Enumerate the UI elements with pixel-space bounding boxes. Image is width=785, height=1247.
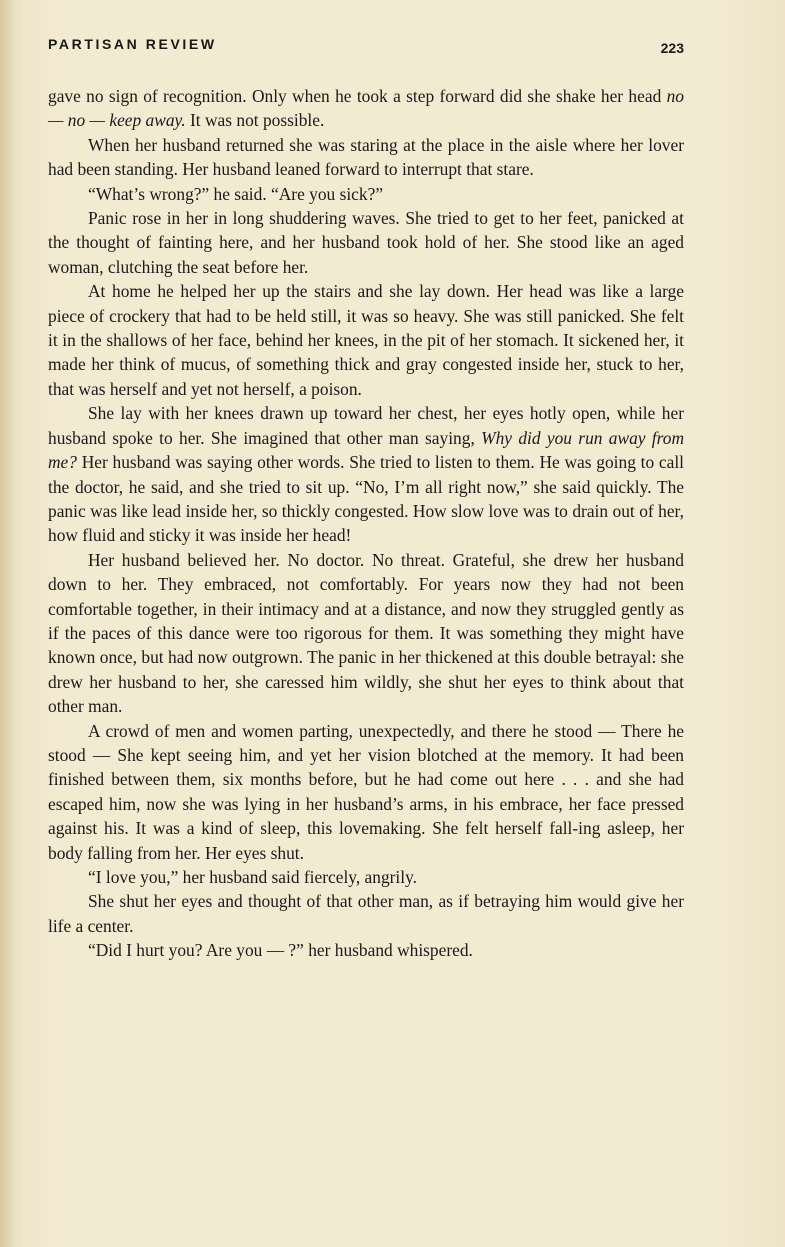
paragraph-1: gave no sign of recognition. Only when he took a step forward did she shake her head no — no — keep away. It was not possible. bbox=[48, 86, 684, 131]
binding-gutter bbox=[0, 0, 14, 1247]
paragraph-5: At home he helped her up the stairs and she lay down. Her head was like a large piece of crockery that had to be held still, it was so heavy. She was still panicked. She felt it in the shallows of her face, behind her knees, in the pit of her stomach. It sickened her, it made her think of mucus, of something thick and gray congested inside her, stuck to her, that was herself and yet not herself, a poison. bbox=[48, 281, 684, 399]
paragraph-3: “What’s wrong?” he said. “Are you sick?” bbox=[88, 183, 384, 204]
paragraph-10: She shut her eyes and thought of that other man, as if betraying him would give her life a center. bbox=[48, 891, 684, 936]
paragraph-6: She lay with her knees drawn up toward her chest, her eyes hotly open, while her husband spoke to her. She imagined that other man saying, Why did you run away from me? Her husband was saying other words. She tried to listen to them. He was going to call the doctor, he said, and she tried to sit up. “No, I’m all right now,” she said quickly. The panic was like lead inside her, so thickly congested. How slow love was to drain out of her, how fluid and sticky it was inside her head! bbox=[48, 403, 685, 546]
text-body bbox=[48, 84, 684, 963]
paragraph-4: Panic rose in her in long shuddering waves. She tried to get to her feet, panicked at the thought of fainting here, and her husband took hold of her. She stood like an aged woman, clutching the seat before her. bbox=[48, 208, 684, 277]
paragraph-2: When her husband returned she was staring at the place in the aisle where her lover had been standing. Her husband leaned forward to interrupt that stare. bbox=[48, 134, 684, 180]
page-header bbox=[48, 36, 684, 60]
italic-phrase: Why did you run away from me? bbox=[48, 427, 685, 473]
paragraph-8: A crowd of men and women parting, unexpectedly, and there he stood — There he stood — She kept seeing him, and yet her vision blotched at the memory. It had been finished between them, six months before, but he had come out here . . . and she had escaped him, now she was lying in her husband’s arms, in his embrace, her face pressed against his. It was a kind of sleep, this lovemaking. She felt herself fall-ing asleep, her body falling from her. Her eyes shut. bbox=[48, 720, 684, 863]
running-head: PARTISAN REVIEW bbox=[48, 36, 217, 52]
page-number: 223 bbox=[660, 40, 684, 56]
italic-phrase: no — no — keep away. bbox=[48, 86, 684, 131]
paragraph-9: “I love you,” her husband said fiercely, angrily. bbox=[88, 867, 418, 887]
paragraph-11: “Did I hurt you? Are you — ?” her husband whispered. bbox=[88, 940, 473, 961]
paragraph-7: Her husband believed her. No doctor. No threat. Grateful, she drew her husband down to her. They embraced, not comfortably. For years now they had not been comfortable together, in their intimacy and at a distance, and now they struggled gently as if the paces of this dance were too rigorous for them. It was something they might have known once, but had now outgrown. The panic in her thickened at this double betrayal: she drew her husband to her, she caressed him wildly, she shut her eyes to think about that other man. bbox=[48, 549, 684, 717]
